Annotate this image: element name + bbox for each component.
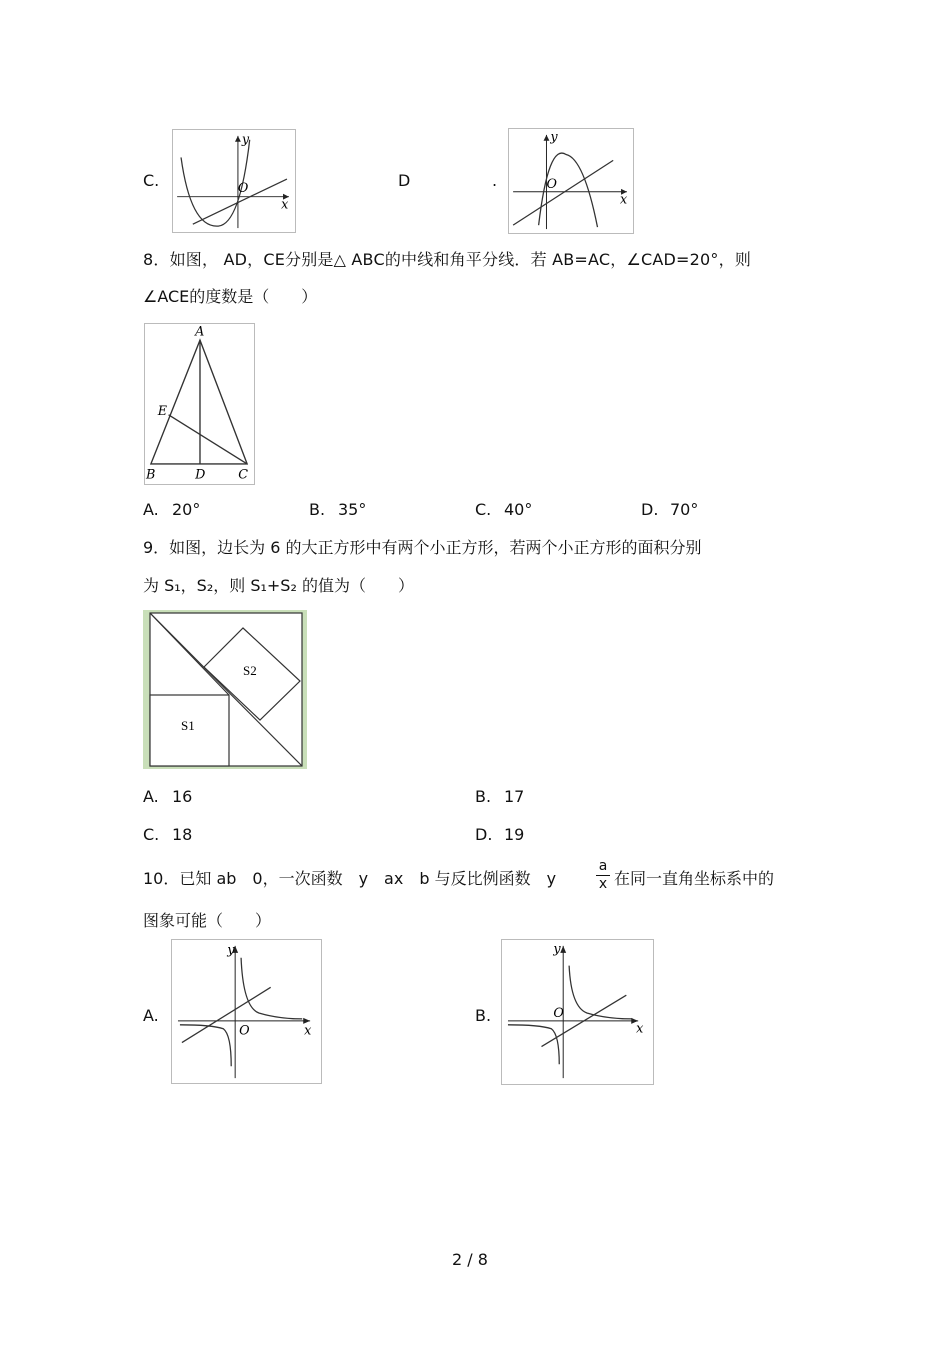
q8-point-d: D bbox=[195, 467, 206, 483]
q10a-x-label: x bbox=[304, 1023, 312, 1039]
q9-stem-line-1: 9．如图，边长为 6 的大正方形中有两个小正方形，若两个小正方形的面积分别 bbox=[143, 538, 702, 557]
q10-figure-a bbox=[171, 939, 322, 1084]
q10-figure-b bbox=[501, 939, 654, 1085]
q10-option-a-label: A. bbox=[143, 1006, 159, 1025]
q8-option-d-value: 70° bbox=[670, 500, 699, 519]
q10b-y-label: y bbox=[553, 941, 561, 957]
q9-option-c-value: 18 bbox=[172, 825, 193, 844]
q8-stem-line-2: ∠ACE的度数是（ ） bbox=[143, 287, 318, 306]
q8-option-d-label: D. bbox=[641, 500, 659, 519]
q7c-y-label: y bbox=[241, 132, 250, 148]
q8-point-e: E bbox=[157, 403, 168, 419]
q7d-x-label: x bbox=[620, 192, 628, 208]
q8-point-b: B bbox=[145, 467, 156, 483]
q10b-x-label: x bbox=[636, 1021, 644, 1037]
q9-option-b-label: B. bbox=[475, 787, 492, 806]
q7-figure-c bbox=[172, 129, 296, 233]
q7-option-c-label: C. bbox=[143, 171, 160, 190]
q7d-origin-label: O bbox=[546, 176, 557, 192]
q7-option-d-dot: . bbox=[492, 171, 498, 190]
q7-figure-c-graph bbox=[173, 130, 295, 232]
q8-stem-line-1: 8．如图， AD，CE分别是△ ABC的中线和角平分线．若 AB=AC，∠CAD=20°，则 bbox=[143, 250, 752, 269]
q9-option-b-value: 17 bbox=[504, 787, 525, 806]
q9-s2-label: S2 bbox=[243, 663, 257, 678]
q7c-x-label: x bbox=[281, 197, 289, 213]
q9-option-d-value: 19 bbox=[504, 825, 525, 844]
q9-option-a-label: A. bbox=[143, 787, 159, 806]
q10-figure-a-graph bbox=[172, 940, 321, 1083]
q10b-origin-label: O bbox=[553, 1005, 564, 1021]
q9-square-figure bbox=[143, 610, 307, 769]
q9-s1-label: S1 bbox=[181, 718, 195, 733]
q7d-y-label: y bbox=[550, 129, 558, 145]
q7-figure-d bbox=[508, 128, 634, 234]
q10-fraction-denominator: x bbox=[598, 876, 608, 892]
q7c-origin-label: O bbox=[237, 180, 249, 196]
q8-option-a-value: 20° bbox=[172, 500, 201, 519]
q8-option-b-value: 35° bbox=[338, 500, 367, 519]
q10a-y-label: y bbox=[227, 942, 235, 958]
q10a-origin-label: O bbox=[239, 1023, 250, 1039]
q10-figure-b-graph bbox=[502, 940, 653, 1084]
q9-option-c-label: C. bbox=[143, 825, 160, 844]
q8-triangle-figure bbox=[144, 323, 255, 485]
q10-stem-line-2: 图象可能（ ） bbox=[143, 911, 272, 930]
q9-square-graph bbox=[143, 610, 307, 769]
q8-triangle-graph bbox=[145, 324, 254, 484]
q8-option-b-label: B. bbox=[309, 500, 326, 519]
q8-point-c: C bbox=[238, 467, 249, 483]
q9-option-d-label: D. bbox=[475, 825, 493, 844]
q7-figure-d-graph bbox=[509, 129, 633, 233]
q8-point-a: A bbox=[195, 324, 205, 340]
q8-option-c-label: C. bbox=[475, 500, 492, 519]
page-number: 2 / 8 bbox=[452, 1250, 488, 1269]
q10-fraction bbox=[594, 858, 612, 892]
q10-option-b-label: B. bbox=[475, 1006, 492, 1025]
q9-stem-line-2: 为 S₁，S₂，则 S₁+S₂ 的值为（ ） bbox=[143, 576, 414, 595]
q8-option-a-label: A. bbox=[143, 500, 159, 519]
q10-stem-line-1b: 在同一直角坐标系中的 bbox=[614, 869, 775, 888]
q10-fraction-numerator: a bbox=[598, 858, 608, 874]
q10-stem-line-1a: 10．已知 ab 0，一次函数 y ax b 与反比例函数 y bbox=[143, 869, 557, 888]
q9-option-a-value: 16 bbox=[172, 787, 193, 806]
q7-option-d-label: D bbox=[398, 171, 411, 190]
q8-option-c-value: 40° bbox=[504, 500, 533, 519]
